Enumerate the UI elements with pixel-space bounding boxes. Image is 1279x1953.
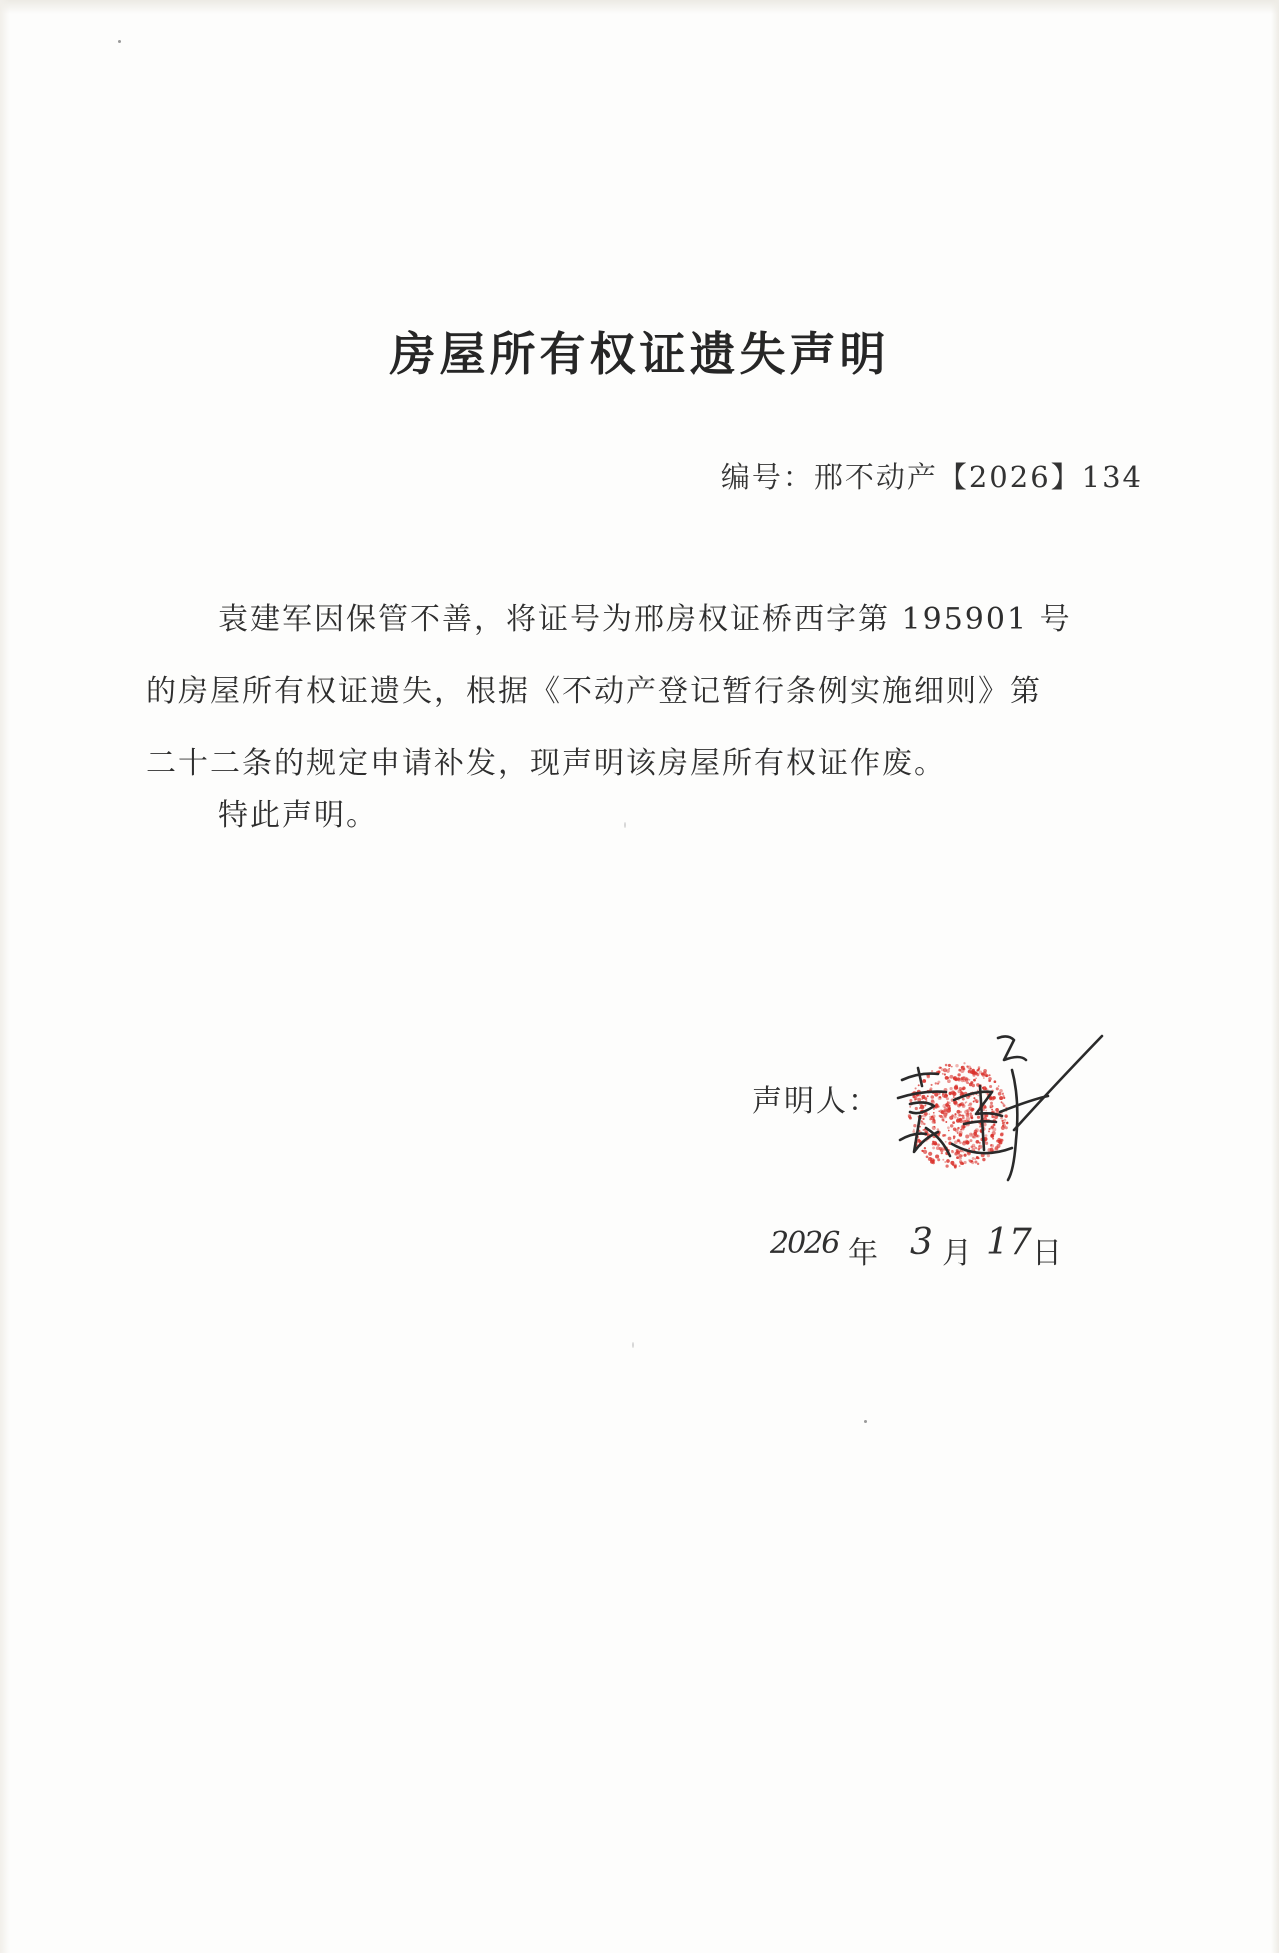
scan-shadow-left <box>0 0 10 1953</box>
date-year-unit: 年 <box>848 1236 878 1271</box>
declarant-label: 声明人： <box>752 1084 880 1119</box>
statement-line-2: 的房屋所有权证遗失，根据《不动产登记暂行条例实施细则》第 <box>146 674 1042 709</box>
date-day-unit: 日 <box>1032 1236 1062 1271</box>
date-month-unit: 月 <box>942 1236 972 1271</box>
scan-speck <box>864 1420 867 1423</box>
statement-body <box>146 584 1146 800</box>
scan-shadow-top <box>0 0 1279 14</box>
date-month: 3 <box>910 1222 933 1263</box>
scan-speck <box>624 822 626 828</box>
date-day: 17 <box>986 1222 1032 1263</box>
signing-date <box>770 1220 1070 1280</box>
document-title: 房屋所有权证遗失声明 <box>389 327 890 381</box>
scan-speck <box>118 40 121 43</box>
signature-with-fingerprint <box>880 1020 1120 1200</box>
document-number: 编号：邢不动产【2026】134 <box>720 460 1143 494</box>
scan-shadow-right <box>1271 0 1279 1953</box>
date-year: 2026 <box>770 1226 839 1261</box>
statement-line-3: 二十二条的规定申请补发，现声明该房屋所有权证作废。 <box>146 746 946 781</box>
closing-text: 特此声明。 <box>218 798 378 833</box>
statement-line-1: 袁建军因保管不善，将证号为邢房权证桥西字第 195901 号 <box>218 602 1072 637</box>
scan-speck <box>632 1342 634 1348</box>
